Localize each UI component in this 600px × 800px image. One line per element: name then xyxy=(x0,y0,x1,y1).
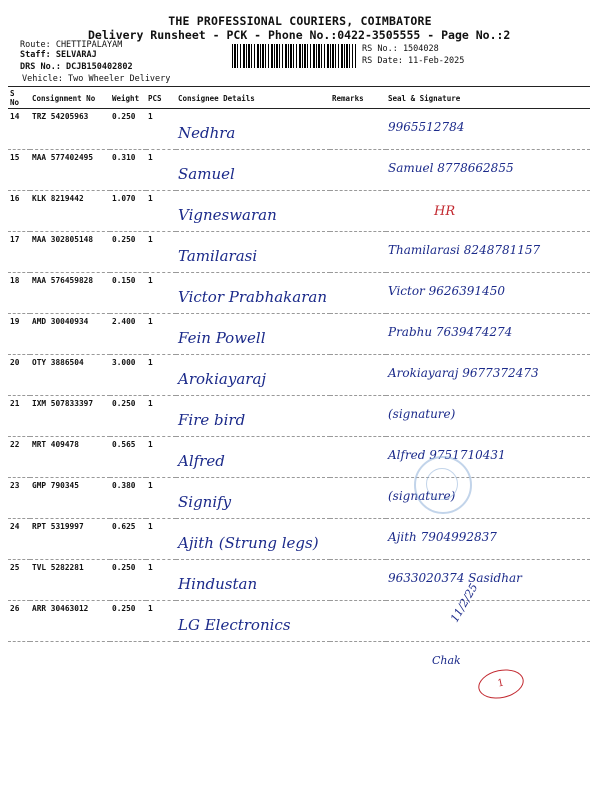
remarks xyxy=(330,560,386,601)
consignee-cell xyxy=(176,478,330,519)
serial-number: 14 xyxy=(8,109,30,150)
drs-number: DRS No.: DCJB150402802 xyxy=(20,62,133,72)
header-divider xyxy=(8,86,590,87)
consignee-handwriting: Nedhra xyxy=(178,124,236,142)
consignee-cell xyxy=(176,273,330,314)
consignee-cell xyxy=(176,150,330,191)
column-header: Consignment No xyxy=(30,88,110,109)
weight: 0.250 xyxy=(110,601,146,642)
consignee-cell xyxy=(176,232,330,273)
weight: 0.310 xyxy=(110,150,146,191)
consignment-number: MAA 302805148 xyxy=(30,232,110,273)
signature-cell xyxy=(386,560,590,601)
consignment-number: MAA 577402495 xyxy=(30,150,110,191)
bottom-initials: Chak xyxy=(432,654,461,667)
remarks xyxy=(330,314,386,355)
signature-handwriting: Victor 9626391450 xyxy=(388,284,505,298)
circled-page-mark: 1 xyxy=(476,666,527,703)
remarks xyxy=(330,478,386,519)
serial-number: 20 xyxy=(8,355,30,396)
signature-handwriting: Arokiayaraj 9677372473 xyxy=(388,366,539,380)
pieces: 1 xyxy=(146,109,176,150)
consignment-number: RPT 5319997 xyxy=(30,519,110,560)
signature-handwriting: Alfred 9751710431 xyxy=(388,448,506,462)
pieces: 1 xyxy=(146,355,176,396)
consignment-number: MAA 576459828 xyxy=(30,273,110,314)
consignee-handwriting: Signify xyxy=(178,493,232,511)
consignee-cell xyxy=(176,355,330,396)
consignee-cell xyxy=(176,191,330,232)
consignee-handwriting: Victor Prabhakaran xyxy=(178,288,327,306)
vehicle-label: Vehicle: Two Wheeler Delivery xyxy=(22,74,171,84)
signature-handwriting: (signature) xyxy=(388,489,456,503)
table-row xyxy=(8,355,590,396)
staff-label: Staff: SELVARAJ xyxy=(20,50,97,60)
consignee-handwriting: Alfred xyxy=(178,452,225,470)
signature-cell xyxy=(386,191,590,232)
serial-number: 24 xyxy=(8,519,30,560)
remarks xyxy=(330,109,386,150)
table-row xyxy=(8,191,590,232)
table-row xyxy=(8,109,590,150)
serial-number: 18 xyxy=(8,273,30,314)
remarks xyxy=(330,191,386,232)
consignment-number: KLK 8219442 xyxy=(30,191,110,232)
signature-cell xyxy=(386,109,590,150)
table-row xyxy=(8,273,590,314)
consignee-handwriting: Fire bird xyxy=(178,411,246,429)
consignee-handwriting: Samuel xyxy=(178,165,235,183)
weight: 0.565 xyxy=(110,437,146,478)
pieces: 1 xyxy=(146,150,176,191)
consignment-number: IXM 507833397 xyxy=(30,396,110,437)
consignee-cell xyxy=(176,396,330,437)
pieces: 1 xyxy=(146,232,176,273)
consignee-handwriting: Ajith (Strung legs) xyxy=(178,534,319,552)
table-header-row xyxy=(8,88,590,109)
pieces: 1 xyxy=(146,478,176,519)
remarks xyxy=(330,396,386,437)
signature-cell xyxy=(386,519,590,560)
weight: 0.250 xyxy=(110,560,146,601)
serial-number: 17 xyxy=(8,232,30,273)
weight: 3.000 xyxy=(110,355,146,396)
rs-number: RS No.: 1504028 xyxy=(362,44,439,54)
signature-handwriting: Prabhu 7639474274 xyxy=(388,325,513,339)
serial-number: 19 xyxy=(8,314,30,355)
consignment-number: ARR 30463012 xyxy=(30,601,110,642)
signature-cell xyxy=(386,355,590,396)
remarks xyxy=(330,519,386,560)
signature-handwriting: (signature) xyxy=(388,407,456,421)
consignment-number: TRZ 54205963 xyxy=(30,109,110,150)
pieces: 1 xyxy=(146,601,176,642)
company-title: THE PROFESSIONAL COURIERS, COIMBATORE xyxy=(168,14,432,28)
route-label: Route: CHETTIPALAYAM xyxy=(20,40,123,50)
weight: 0.150 xyxy=(110,273,146,314)
serial-number: 23 xyxy=(8,478,30,519)
consignee-handwriting: Arokiayaraj xyxy=(178,370,267,388)
column-header: S No xyxy=(8,88,30,109)
handwritten-date: 11/2/25 xyxy=(448,581,481,625)
serial-number: 21 xyxy=(8,396,30,437)
signature-handwriting: Samuel 8778662855 xyxy=(388,161,514,175)
pieces: 1 xyxy=(146,560,176,601)
signature-cell xyxy=(386,601,590,642)
serial-number: 16 xyxy=(8,191,30,232)
table-row xyxy=(8,314,590,355)
signature-handwriting: 9633020374 Sasidhar xyxy=(388,571,522,585)
consignee-cell xyxy=(176,519,330,560)
table-row xyxy=(8,478,590,519)
weight: 0.250 xyxy=(110,232,146,273)
serial-number: 26 xyxy=(8,601,30,642)
serial-number: 22 xyxy=(8,437,30,478)
pieces: 1 xyxy=(146,396,176,437)
signature-cell xyxy=(386,273,590,314)
signature-handwriting: Thamilarasi 8248781157 xyxy=(388,243,541,257)
column-header: PCS xyxy=(146,88,176,109)
barcode xyxy=(232,44,356,68)
red-handwritten-mark: HR xyxy=(434,204,456,219)
consignee-cell xyxy=(176,314,330,355)
weight: 1.070 xyxy=(110,191,146,232)
table-row xyxy=(8,232,590,273)
table-row xyxy=(8,437,590,478)
signature-cell xyxy=(386,396,590,437)
office-stamp-inner xyxy=(426,468,458,500)
pieces: 1 xyxy=(146,519,176,560)
column-header: Weight xyxy=(110,88,146,109)
consignment-number: MRT 409478 xyxy=(30,437,110,478)
pieces: 1 xyxy=(146,314,176,355)
serial-number: 15 xyxy=(8,150,30,191)
consignee-handwriting: Fein Powell xyxy=(178,329,266,347)
weight: 2.400 xyxy=(110,314,146,355)
consignment-number: AMD 30040934 xyxy=(30,314,110,355)
consignee-cell xyxy=(176,560,330,601)
consignment-number: OTY 3886504 xyxy=(30,355,110,396)
remarks xyxy=(330,437,386,478)
signature-handwriting: Ajith 7904992837 xyxy=(388,530,497,544)
table-row xyxy=(8,560,590,601)
table-row xyxy=(8,396,590,437)
consignee-cell xyxy=(176,601,330,642)
remarks xyxy=(330,150,386,191)
remarks xyxy=(330,232,386,273)
pieces: 1 xyxy=(146,191,176,232)
consignment-number: TVL 5282281 xyxy=(30,560,110,601)
signature-handwriting xyxy=(388,194,588,202)
table-row xyxy=(8,601,590,642)
runsheet-table xyxy=(8,88,590,642)
column-header: Remarks xyxy=(330,88,386,109)
serial-number: 25 xyxy=(8,560,30,601)
signature-cell xyxy=(386,314,590,355)
pieces: 1 xyxy=(146,273,176,314)
weight: 0.250 xyxy=(110,109,146,150)
rs-date: RS Date: 11-Feb-2025 xyxy=(362,56,465,66)
consignee-handwriting: Hindustan xyxy=(178,575,258,593)
remarks xyxy=(330,355,386,396)
consignment-number: GMP 790345 xyxy=(30,478,110,519)
signature-handwriting xyxy=(388,604,588,612)
weight: 0.380 xyxy=(110,478,146,519)
pieces: 1 xyxy=(146,437,176,478)
runsheet-subtitle: Delivery Runsheet - PCK - Phone No.:0422-3505555 - Page No.:2 xyxy=(88,28,511,42)
table-row xyxy=(8,519,590,560)
signature-cell xyxy=(386,150,590,191)
consignee-cell xyxy=(176,109,330,150)
remarks xyxy=(330,601,386,642)
consignee-handwriting: LG Electronics xyxy=(178,616,291,634)
consignee-handwriting: Tamilarasi xyxy=(178,247,258,265)
consignee-cell xyxy=(176,437,330,478)
signature-handwriting: 9965512784 xyxy=(388,120,465,134)
table-row xyxy=(8,150,590,191)
remarks xyxy=(330,273,386,314)
signature-cell xyxy=(386,232,590,273)
column-header: Seal & Signature xyxy=(386,88,590,109)
weight: 0.625 xyxy=(110,519,146,560)
weight: 0.250 xyxy=(110,396,146,437)
column-header: Consignee Details xyxy=(176,88,330,109)
consignee-handwriting: Vigneswaran xyxy=(178,206,277,224)
